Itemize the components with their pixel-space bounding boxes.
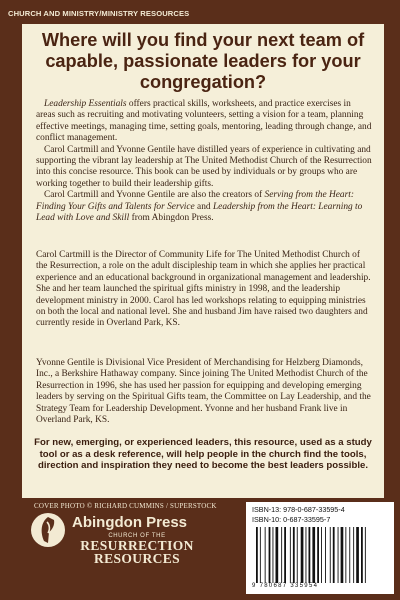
headline: Where will you find your next team of capable, passionate leaders for your congregation? xyxy=(41,30,365,92)
intro-paragraph-3-end: from Abingdon Press. xyxy=(129,213,214,224)
publisher-name: Abingdon Press xyxy=(72,514,188,531)
intro-paragraph-1 xyxy=(36,99,372,145)
blurb: For new, emerging, or experienced leaders, this resource, used as a study tool or as a desk reference, will help people in the church find the tools, direction and inspiration they need to become the best leaders possible. xyxy=(34,437,372,471)
isbn-10: ISBN-10: 0-687-33595-7 xyxy=(252,515,331,524)
author-bio-yvonne xyxy=(36,358,372,426)
imprint-top: CHURCH OF THE xyxy=(108,533,166,539)
abingdon-logo-icon xyxy=(28,510,68,550)
related-title-1: Serving from the Heart: Finding Your Gifts and Talents for Service xyxy=(36,190,354,212)
imprint-logo xyxy=(72,533,202,565)
barcode-icon xyxy=(252,527,392,583)
author-bio-yvonne-text: Yvonne Gentile is Divisional Vice President of Merchandising for Helzberg Diamonds, Inc., a Berkshire Hathaway company. Since joining The United Methodist Church of the Resurrection in 1996, she has used her passion for equipping and developing emerging leaders by serving on the Spiritual Gifts team, the Committee on Lay Leadership, and the Strategy Team for Leadership Development. Yvonne and her husband Frank live in Overland Park, KS. xyxy=(36,358,371,426)
author-bio-carol-text: Carol Cartmill is the Director of Community Life for The United Methodist Church of the Resurrection, a role on the adult discipleship team in which she applies her practical experience and an educational background in organizational management and leadership. She and her team launched the spiritual gifts ministry in 1998, and the leadership development ministry in 2000. Carol has led workshops relating to equipping ministries on both the local and national level. She and husband Jim have raised two daughters and currently reside in Overland Park, KS. xyxy=(36,250,371,329)
intro-paragraph-3-text: Carol Cartmill and Yvonne Gentile are also the creators of xyxy=(44,190,265,201)
cover-photo-credit: COVER PHOTO © RICHARD CUMMINS / SUPERSTOCK xyxy=(34,502,217,510)
barcode-digits: 9 780687 335954 xyxy=(252,583,319,589)
book-title: Leadership Essentials xyxy=(44,99,127,109)
intro-paragraph-2: Carol Cartmill and Yvonne Gentile have distilled years of experience in cultivating and supporting the vibrant lay leadership at The United Methodist Church of the Resurrection into this concise resource. This book can be used by individuals or by groups who are working together to build their leadership gifts. xyxy=(36,144,372,189)
isbn-13: ISBN-13: 978-0-687-33595-4 xyxy=(252,505,345,514)
imprint-line-2: RESOURCES xyxy=(93,551,181,566)
intro-paragraph-1-text: offers practical skills, worksheets, and practice exercises in areas such as recruiting and motivating volunteers, setting a vision for a team, planning effective meetings, managing time, setting goals, mentoring, leading through change, and conflict management. xyxy=(36,99,372,144)
category-label: CHURCH AND MINISTRY/MINISTRY RESOURCES xyxy=(8,9,190,18)
author-bio-carol xyxy=(36,250,372,330)
related-title-2: Leadership from the Heart: Learning to Lead with Love and Skill xyxy=(36,201,363,224)
intro-paragraph-3-and: and xyxy=(194,201,213,212)
imprint-line-1: RESURRECTION xyxy=(80,538,194,553)
intro-paragraph-3 xyxy=(36,190,372,224)
intro-text xyxy=(36,99,372,224)
